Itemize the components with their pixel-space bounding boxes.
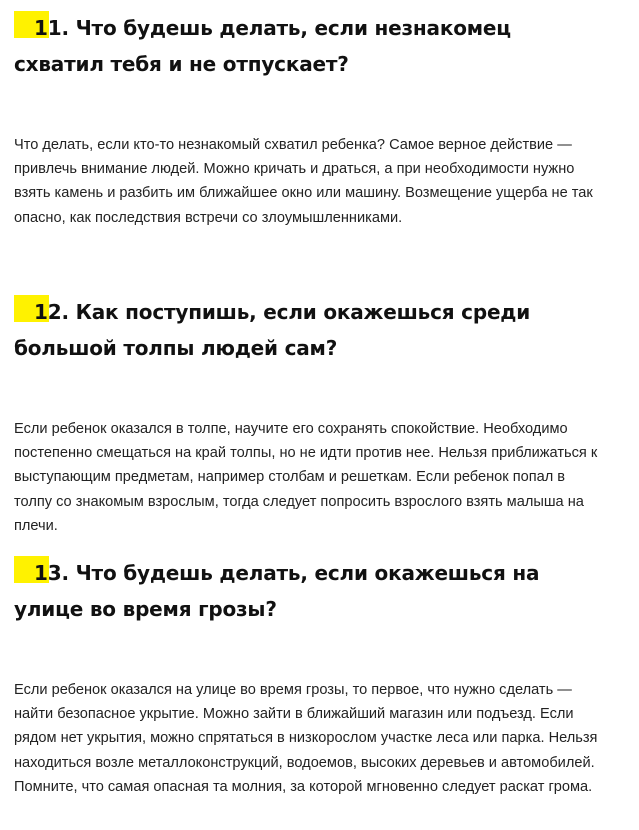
section-number: 13	[34, 561, 62, 585]
heading-line-2: улице во время грозы?	[14, 597, 277, 621]
heading-line-1-text: . Что будешь делать, если окажешься на	[61, 561, 540, 585]
heading-line-1-text: . Что будешь делать, если незнакомец	[61, 16, 511, 40]
section-paragraph: Если ребенок оказался в толпе, научите его сохранять спокойствие. Необходимо постепенно смещаться на край толпы, но не идти против нее. Нельзя приближаться к выступающим предметам, например столбам и решеткам. Если ребенок попал в толпу со знакомым взрослым, тогда следует попросить взрослого взять малыша на плечи.	[14, 421, 598, 534]
heading-line-2: схватил тебя и не отпускает?	[14, 52, 349, 76]
section-11	[14, 10, 614, 226]
section-number: 11	[34, 16, 62, 40]
section-paragraph: Что делать, если кто-то незнакомый схватил ребенка? Самое верное действие — привлечь внимание людей. Можно кричать и драться, а при необходимости нужно взять камень и разбить им ближайшее окно или машину. Возмещение ущерба не так опасно, как последствия встречи со злоумышленниками.	[14, 137, 593, 226]
heading-line-1-text: . Как поступишь, если окажешься среди	[61, 300, 531, 324]
heading-line-1	[14, 555, 614, 591]
section-number: 12	[34, 300, 62, 324]
section-heading	[14, 555, 614, 627]
section-heading	[14, 294, 614, 366]
section-paragraph: Если ребенок оказался на улице во время грозы, то первое, что нужно сделать — найти безопасное укрытие. Можно зайти в ближайший магазин или подъезд. Если рядом нет укрытия, можно спрятаться в низкорослом участке леса или парка. Нельзя находиться возле металлоконструкций, водоемов, высоких деревьев и автомобилей. Помните, что самая опасная та молния, за которой мгновенно следует раскат грома.	[14, 682, 598, 795]
section-13	[14, 555, 614, 795]
section-heading	[14, 10, 614, 82]
heading-line-1	[14, 294, 614, 330]
heading-line-2: большой толпы людей сам?	[14, 336, 338, 360]
section-12	[14, 294, 614, 534]
heading-line-1	[14, 10, 614, 46]
